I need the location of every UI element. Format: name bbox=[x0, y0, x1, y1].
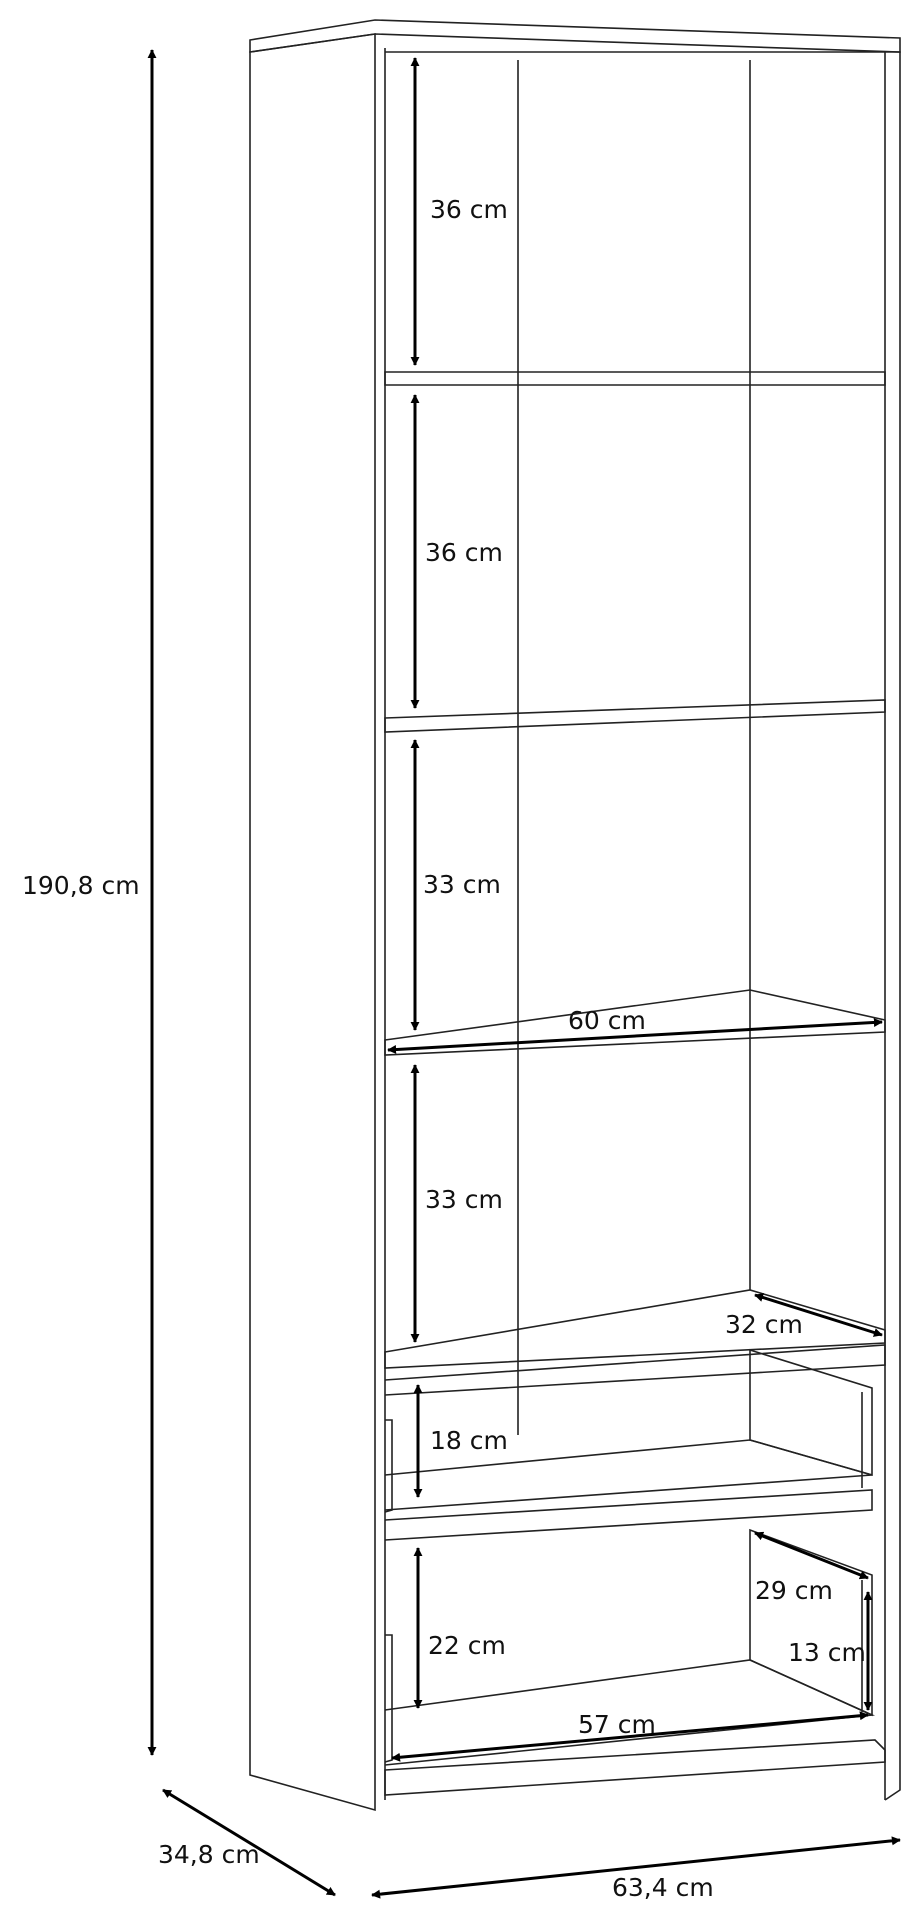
drawer-depth-label: 29 cm bbox=[755, 1576, 833, 1605]
cabinet bbox=[250, 20, 900, 1810]
right-side-panel bbox=[885, 52, 900, 1800]
shelf-depth-label: 32 cm bbox=[725, 1310, 803, 1339]
shelf2-height-label: 36 cm bbox=[425, 538, 503, 567]
shelf-4 bbox=[385, 1290, 885, 1368]
depth-label: 34,8 cm bbox=[158, 1840, 260, 1869]
shelf4-height-label: 33 cm bbox=[425, 1185, 503, 1214]
top-board bbox=[250, 20, 900, 52]
left-side-panel bbox=[250, 34, 375, 1810]
drawer2-height-label: 22 cm bbox=[428, 1631, 506, 1660]
drawer-depth-arrow bbox=[755, 1533, 868, 1578]
dimension-lines bbox=[152, 50, 900, 1895]
shelf3-height-label: 33 cm bbox=[423, 870, 501, 899]
shelf-1 bbox=[385, 372, 885, 385]
drawer-width-label: 57 cm bbox=[578, 1710, 656, 1739]
inner-width-label: 60 cm bbox=[568, 1006, 646, 1035]
shelf1-height-label: 36 cm bbox=[430, 195, 508, 224]
shelf-2 bbox=[385, 700, 885, 732]
bottom-plinth bbox=[385, 1740, 885, 1795]
drawer1-height-label: 18 cm bbox=[430, 1426, 508, 1455]
total-height-label: 190,8 cm bbox=[22, 871, 140, 900]
drawer-side-height-label: 13 cm bbox=[788, 1638, 866, 1667]
total-width-label: 63,4 cm bbox=[612, 1873, 714, 1902]
